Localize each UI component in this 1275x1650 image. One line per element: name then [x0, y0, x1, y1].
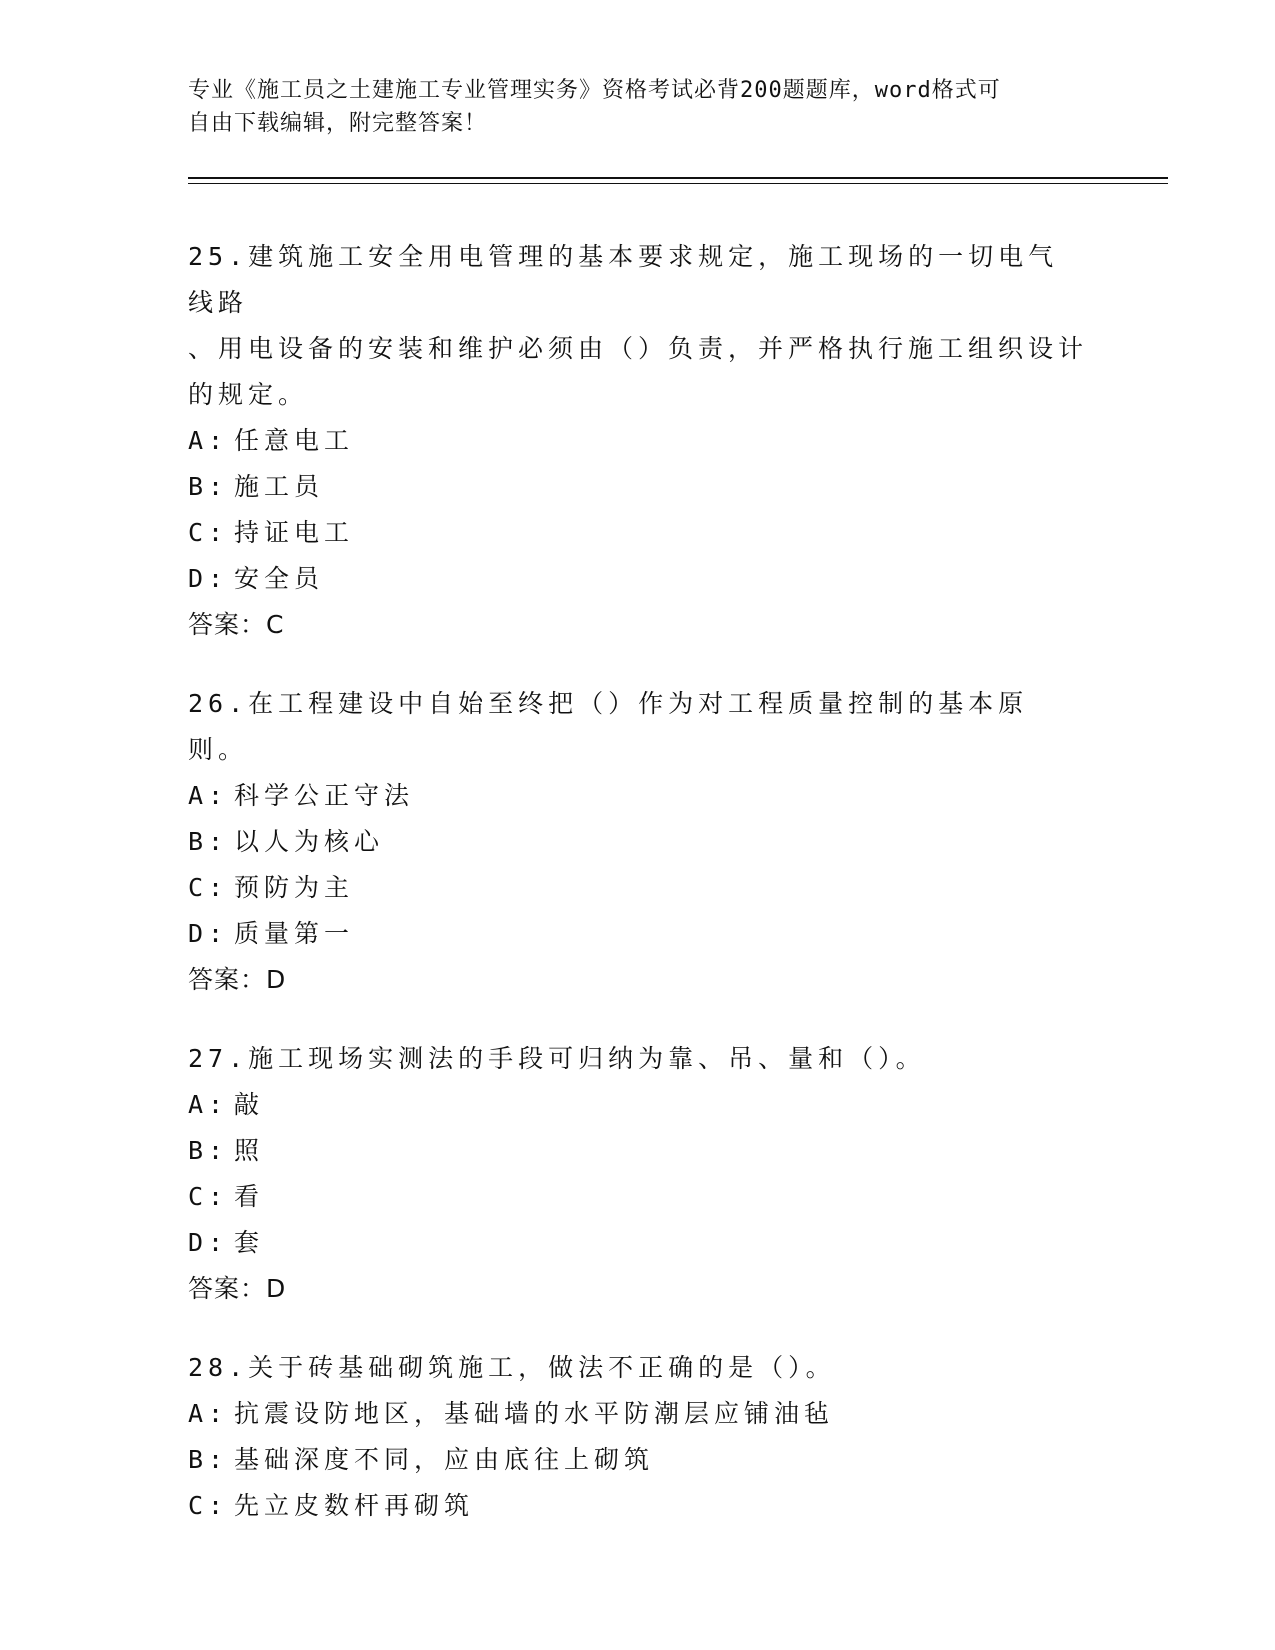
question-27 — [188, 1036, 1088, 1312]
question-25 — [188, 234, 1088, 648]
header-line-2: 自由下载编辑，附完整答案！ — [188, 111, 488, 136]
option-text: 持证电工 — [234, 518, 355, 547]
option-text: 质量第一 — [234, 919, 355, 948]
option-text: 照 — [234, 1136, 265, 1165]
question-stem-line: 28.关于砖基础砌筑施工，做法不正确的是（）。 — [188, 1353, 836, 1382]
question-stem-line: 26.在工程建设中自始至终把（）作为对工程质量控制的基本原则。 — [188, 689, 1029, 764]
option-label: B: — [188, 1136, 229, 1165]
option-a — [188, 1391, 1088, 1437]
answer-text: 答案：D — [188, 965, 287, 994]
question-stem-line: 27.施工现场实测法的手段可归纳为靠、吊、量和（）。 — [188, 1044, 926, 1073]
option-text: 敲 — [234, 1090, 265, 1119]
option-label: C: — [188, 1491, 229, 1520]
option-label: C: — [188, 1182, 229, 1211]
header-divider-thin — [188, 183, 1168, 184]
question-28 — [188, 1345, 1088, 1529]
option-d — [188, 556, 1088, 602]
question-list — [188, 234, 1088, 1562]
option-text: 以人为核心 — [234, 827, 385, 856]
option-label: B: — [188, 1445, 229, 1474]
option-c — [188, 510, 1088, 556]
option-c — [188, 1483, 1088, 1529]
option-text: 任意电工 — [234, 426, 355, 455]
question-stem-line: 的规定。 — [188, 380, 309, 409]
option-text: 先立皮数杆再砌筑 — [234, 1491, 475, 1520]
option-text: 安全员 — [234, 564, 325, 593]
question-stem — [188, 681, 1088, 773]
option-d — [188, 911, 1088, 957]
option-label: C: — [188, 518, 229, 547]
option-a — [188, 1082, 1088, 1128]
question-stem-line: 25.建筑施工安全用电管理的基本要求规定，施工现场的一切电气线路 — [188, 242, 1059, 317]
option-text: 基础深度不同，应由底往上砌筑 — [234, 1445, 655, 1474]
option-d — [188, 1220, 1088, 1266]
question-stem — [188, 1036, 1088, 1082]
question-stem-line: 、用电设备的安装和维护必须由（）负责，并严格执行施工组织设计 — [188, 334, 1089, 363]
option-text: 套 — [234, 1228, 265, 1257]
option-label: D: — [188, 1228, 229, 1257]
header-line-1: 专业《施工员之土建施工专业管理实务》资格考试必背200题题库，word格式可 — [188, 78, 1001, 103]
option-text: 预防为主 — [234, 873, 355, 902]
option-text: 看 — [234, 1182, 265, 1211]
question-stem — [188, 234, 1088, 418]
answer-text: 答案：D — [188, 1274, 287, 1303]
option-a — [188, 773, 1088, 819]
option-b — [188, 464, 1088, 510]
option-a — [188, 418, 1088, 464]
question-stem — [188, 1345, 1088, 1391]
option-c — [188, 865, 1088, 911]
document-header — [188, 74, 1068, 140]
answer-text: 答案：C — [188, 610, 285, 639]
option-label: C: — [188, 873, 229, 902]
option-text: 施工员 — [234, 472, 325, 501]
option-b — [188, 1437, 1088, 1483]
option-label: D: — [188, 919, 229, 948]
option-label: A: — [188, 426, 229, 455]
header-divider-thick — [188, 177, 1168, 179]
option-b — [188, 819, 1088, 865]
option-label: B: — [188, 472, 229, 501]
option-text: 科学公正守法 — [234, 781, 415, 810]
option-b — [188, 1128, 1088, 1174]
option-text: 抗震设防地区，基础墙的水平防潮层应铺油毡 — [234, 1399, 835, 1428]
option-label: B: — [188, 827, 229, 856]
option-label: A: — [188, 781, 229, 810]
question-26 — [188, 681, 1088, 1003]
option-label: A: — [188, 1399, 229, 1428]
option-label: A: — [188, 1090, 229, 1119]
option-c — [188, 1174, 1088, 1220]
option-label: D: — [188, 564, 229, 593]
